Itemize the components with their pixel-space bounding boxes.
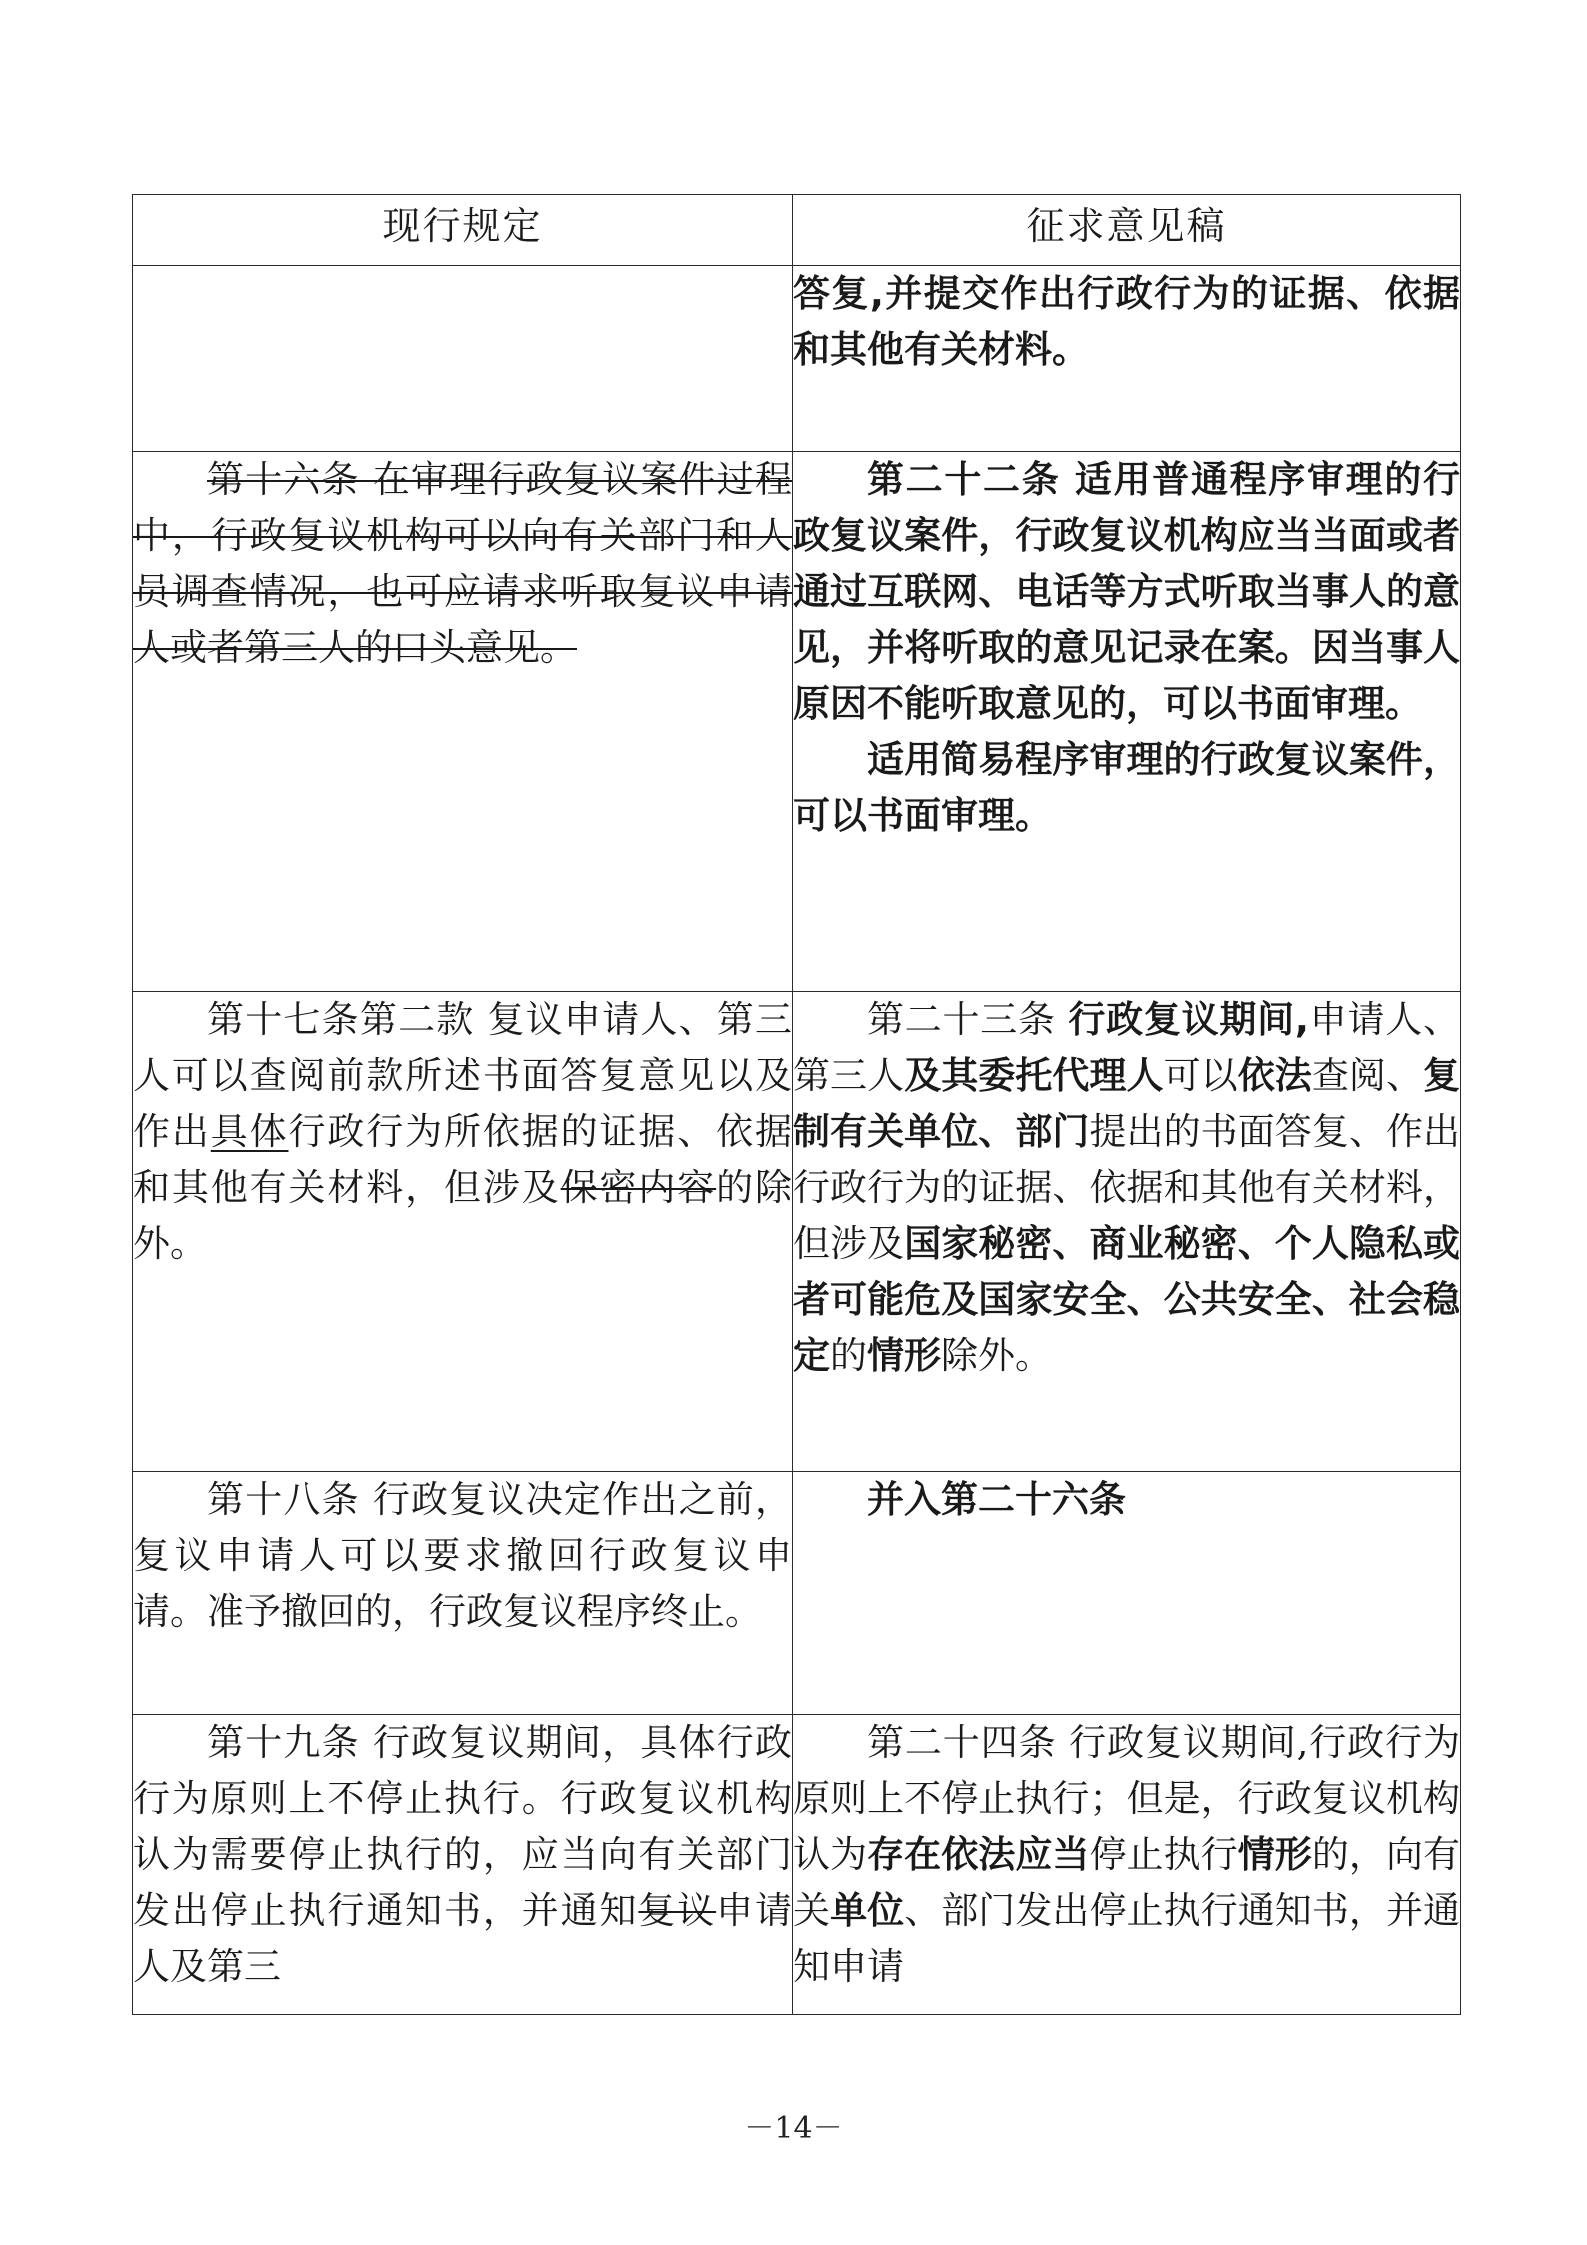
draft-cell bbox=[793, 266, 1461, 452]
text-segment: 第十八条 行政复议决定作出之前，复议申请人可以要求撤回行政复议申请。准予撤回的，行政复议程序终止。 bbox=[133, 1478, 792, 1633]
revised-text: 答复,并提交作出行政行为的证据、依据和其他有关材料。 bbox=[793, 272, 1460, 371]
revised-text: 第二十二条 适用普通程序审理的行政复议案件，行政复议机构应当当面或者通过互联网、电话等方式听取当事人的意见，并将听取的意见记录在案。因当事人原因不能听取意见的，可以书面审理。 bbox=[793, 458, 1460, 725]
table-row bbox=[133, 266, 1461, 452]
comparison-table bbox=[132, 194, 1461, 2015]
current-cell bbox=[133, 992, 793, 1472]
text-segment: 第十九条 行政复议期间，具体行政行为原则上不停止执行。行政复议机构认为需要停止执行的，应当向有关部门发出停止执行通知书，并通知 bbox=[133, 1721, 792, 1932]
revised-text: 单位 bbox=[830, 1889, 905, 1932]
deleted-text: 复议 bbox=[638, 1889, 717, 1932]
paragraph bbox=[133, 992, 792, 1272]
revised-text: 依法 bbox=[1237, 1054, 1312, 1097]
paragraph bbox=[133, 1472, 792, 1640]
table-row bbox=[133, 992, 1461, 1472]
text-segment: 第二十四条 行政复议期间,行政行为原则上不停止执行；但是，行政复议机构认为 bbox=[793, 1721, 1460, 1876]
current-cell bbox=[133, 1715, 793, 2015]
underlined-text: 具体 bbox=[210, 1110, 289, 1153]
header-draft-for-comment: 征求意见稿 bbox=[793, 195, 1461, 266]
draft-cell bbox=[793, 992, 1461, 1472]
text-segment: 提出的书面答复、作出行政行为的证据、依据和其他有关材料，但涉及 bbox=[793, 1110, 1461, 1265]
paragraph bbox=[133, 1715, 792, 1995]
text-segment: 可以 bbox=[1163, 1054, 1238, 1097]
paragraph bbox=[793, 1472, 1460, 1528]
revised-text: 并入第二十六条 bbox=[867, 1478, 1126, 1521]
paragraph bbox=[793, 992, 1460, 1384]
revised-text: 行政复议期间, bbox=[1068, 998, 1309, 1041]
paragraph bbox=[133, 452, 792, 676]
text-segment: 的 bbox=[830, 1334, 867, 1377]
text-segment: 的除外。 bbox=[133, 1166, 792, 1265]
text-segment: 的，向有关 bbox=[793, 1833, 1461, 1932]
text-segment: 申请人、第三人 bbox=[793, 998, 1460, 1097]
revised-text: 复制有关单位、部门 bbox=[793, 1054, 1461, 1153]
revised-text: 适用简易程序审理的行政复议案件，可以书面审理。 bbox=[793, 738, 1460, 837]
table-row bbox=[133, 1472, 1461, 1715]
deleted-text: 第十六条 在审理行政复议案件过程中，行政复议机构可以向有关部门和人员调查情况，也可应请求听取复议申请人或者第三人的口头意见。 bbox=[133, 458, 792, 669]
header-current-provisions: 现行规定 bbox=[133, 195, 793, 266]
table-header-row bbox=[133, 195, 1461, 266]
current-cell bbox=[133, 1472, 793, 1715]
draft-cell bbox=[793, 1715, 1461, 2015]
paragraph bbox=[793, 266, 1460, 378]
text-segment: 除外。 bbox=[941, 1334, 1052, 1377]
revised-text: 存在依法应当 bbox=[867, 1833, 1090, 1876]
text-segment: 第十七条第二款 复议申请人、第三人可以查阅前款所述书面答复意见以及作出 bbox=[133, 998, 792, 1153]
draft-cell bbox=[793, 1472, 1461, 1715]
deleted-text: 保密内容 bbox=[560, 1166, 717, 1209]
text-segment: 停止执行 bbox=[1089, 1833, 1238, 1876]
current-cell bbox=[133, 266, 793, 452]
paragraph bbox=[793, 1715, 1460, 1995]
draft-cell bbox=[793, 452, 1461, 992]
paragraph bbox=[793, 732, 1460, 844]
text-segment: 查阅、 bbox=[1311, 1054, 1424, 1097]
revised-text: 情形 bbox=[1237, 1833, 1312, 1876]
revised-text: 及其委托代理人 bbox=[904, 1054, 1164, 1097]
page-number: －14－ bbox=[744, 2111, 843, 2146]
text-segment: 行政行为所依据的证据、依据和其他有关材料，但涉及 bbox=[133, 1110, 792, 1209]
table-row bbox=[133, 1715, 1461, 2015]
revised-text: 国家秘密、商业秘密、个人隐私或者可能危及国家安全、公共安全、社会稳定 bbox=[793, 1222, 1461, 1377]
text-segment: 第二十三条 bbox=[867, 998, 1069, 1041]
current-cell bbox=[133, 452, 793, 992]
revised-text: 情形 bbox=[867, 1334, 941, 1377]
text-segment: 、部门发出停止执行通知书，并通知申请 bbox=[793, 1889, 1461, 1988]
text-segment: 申请人及第三 bbox=[133, 1889, 792, 1988]
paragraph bbox=[793, 452, 1460, 732]
table-row bbox=[133, 452, 1461, 992]
